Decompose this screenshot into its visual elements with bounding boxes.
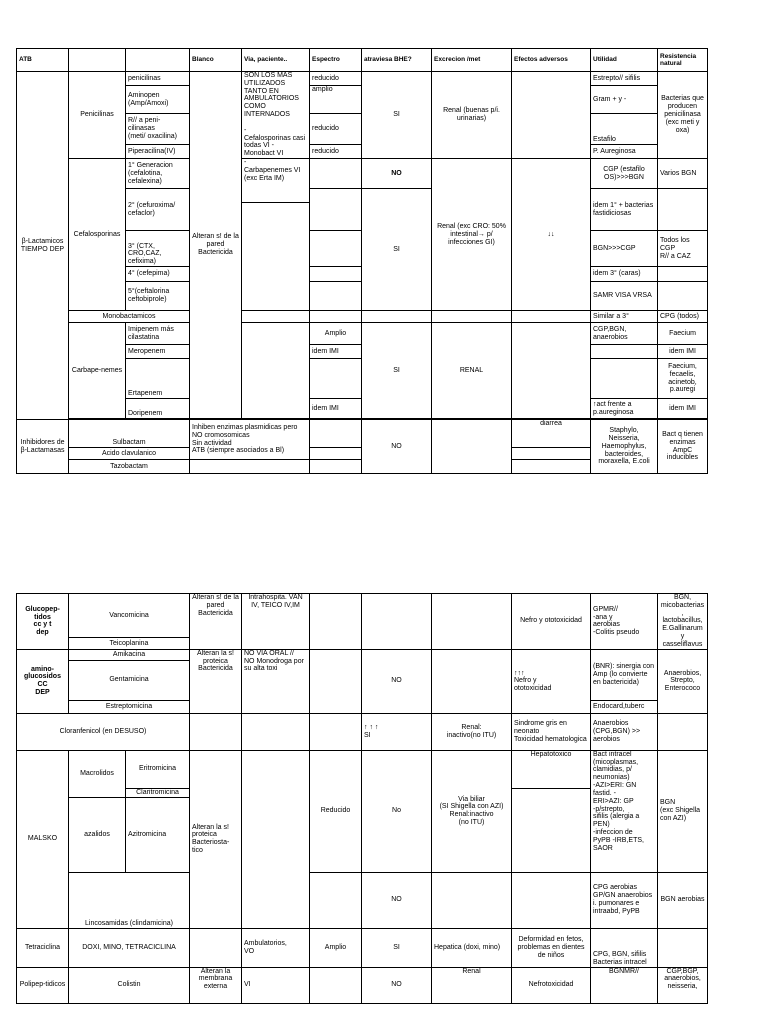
header-blank	[69, 49, 126, 72]
drug-meropenem: Meropenem	[126, 345, 190, 359]
excrecion-linco	[432, 872, 512, 928]
utilidad-amino-2: Endocard,tuberc	[591, 700, 658, 713]
resistencia-clor	[658, 713, 708, 750]
utilidad-pen-3: Estafilo	[591, 114, 658, 144]
espectro-carb-3	[310, 359, 362, 399]
utilidad-cef-4: idem 3° (caras)	[591, 267, 658, 282]
drug-cef-5g: 5°(ceftalorina ceftobiprole)	[126, 282, 190, 311]
drug-amikacina: Amikacina	[69, 649, 190, 660]
utilidad-malsko: Bact intracel (micoplasmas, clamidias, p/ neumonias) -AZI>ERI: GN fastid. - ERI>AZI: GP -p/strepto, sifilis (alergia a PEN) -infeccion de PyPB -IRB,ETS, SAOR	[591, 750, 658, 872]
drug-cef-4g: 4° (cefepima)	[126, 267, 190, 282]
excrecion-cefalosporinas: Renal (exc CRO: 50% intestinal→ p/ infecciones GI)	[432, 159, 512, 311]
espectro-tetraciclina: Amplio	[310, 928, 362, 967]
drug-cef-2g: 2° (cefuroxima/ cefaclor)	[126, 189, 190, 231]
resistencia-carb-3: Faecium, fecaelis, acinetob, p.auregi	[658, 359, 708, 399]
utilidad-cef-5: SAMR VISA VRSA	[591, 282, 658, 311]
utilidad-cef-1: CGP (estafilo OS)>>>BGN	[591, 159, 658, 189]
bhe-cef-rest: SI	[362, 189, 432, 311]
espectro-pen-4: reducido	[310, 144, 362, 158]
blanco-inh-3	[190, 460, 310, 474]
utilidad-carb-3	[591, 359, 658, 399]
drug-tazobactam: Tazobactam	[69, 460, 190, 474]
espectro-cef-2	[310, 189, 362, 231]
drug-eritromicina: Eritromicina	[126, 750, 190, 788]
bhe-malsko: No	[362, 750, 432, 872]
blanco-polipeptidicos: Alteran la membrana externa	[190, 967, 242, 1003]
efectos-inh-3	[512, 460, 591, 474]
espectro-mono	[310, 311, 362, 323]
utilidad-mono: Similar a 3°	[591, 311, 658, 323]
efectos-aminoglucosidos: ↑↑↑ Nefro y ototoxicidad	[512, 649, 591, 713]
espectro-cef-1	[310, 159, 362, 189]
drug-teicoplanina: Teicoplanina	[69, 638, 190, 650]
utilidad-pen-1: Estrepto// sifilis	[591, 72, 658, 86]
class-macrolidos: Macrolidos	[69, 750, 126, 797]
drug-penicilinas: penicilinas	[126, 72, 190, 86]
utilidad-amino-1: (BNR): sinergia con Amp (lo convierte en bactericida)	[591, 649, 658, 700]
bhe-cef-1g: NO	[362, 159, 432, 189]
group-glucopeptidos: Glucopep-tidos cc y t dep	[17, 594, 69, 650]
other-atb-table	[16, 593, 708, 1004]
espectro-linco	[310, 872, 362, 928]
via-carbapenemes: - Carbapenemes VI (exc Erta IM)	[242, 159, 310, 203]
class-monobactamicos: Monobactamicos	[69, 311, 190, 323]
via-clor	[242, 713, 310, 750]
resistencia-cef-4	[658, 267, 708, 282]
espectro-amino	[310, 649, 362, 713]
espectro-carb-2: idem IMI	[310, 345, 362, 359]
excrecion-amino	[432, 649, 512, 713]
efectos-mono	[512, 311, 591, 323]
resistencia-malsko: BGN (exc Shigella con AZI)	[658, 750, 708, 872]
excrecion-carb: RENAL	[432, 323, 512, 419]
utilidad-inh: Staphylo, Neisseria, Haemophylus, bacteroides, moraxella, E.coli	[591, 420, 658, 474]
blanco-glucopeptidos: Alteran s! de la pared Bactericida	[190, 594, 242, 650]
via-cef-blank	[242, 203, 310, 311]
group-tetraciclina: Tetraciclina	[17, 928, 69, 967]
bhe-polipeptidicos: NO	[362, 967, 432, 1003]
bhe-lincosamidas: NO	[362, 872, 432, 928]
utilidad-cef-3: BGN>>>CGP	[591, 231, 658, 267]
efectos-inh-2	[512, 448, 591, 460]
class-penicilinas: Penicilinas	[69, 72, 126, 159]
resistencia-penicilinas: Bacterias que producen penicilinasa (exc meti y oxa)	[658, 72, 708, 159]
espectro-pen-1: reducido	[310, 72, 362, 86]
blanco-tetra	[190, 928, 242, 967]
drug-imipenem: Imipenem más cilastatina	[126, 323, 190, 345]
utilidad-cef-2: idem 1° + bacterias fastidiciosas	[591, 189, 658, 231]
via-penicilinas: SON LOS MAS UTILIZADOS TANTO EN AMBULATORIOS COMO INTERNADOS - Cefalosporinas casi todas VI - Monobact VI	[242, 72, 310, 159]
drug-r-penicilinasas: R// a peni-cilinasas (meti/ oxacilina)	[126, 114, 190, 144]
espectro-inh-3	[310, 460, 362, 474]
blanco-malsko: Alteran la s! proteica Bacteriosta- tico	[190, 750, 242, 928]
resistencia-mono: CPG (todos)	[658, 311, 708, 323]
efectos-cloranfenicol: Sindrome gris en neonato Toxicidad hematologica	[512, 713, 591, 750]
drug-cloranfenicol: Cloranfenicol (en DESUSO)	[17, 713, 190, 750]
header-excrecion: Excrecion /met	[432, 49, 512, 72]
via-glucopeptidos: Intrahospita. VAN IV, TEICO IV,IM	[242, 594, 310, 650]
utilidad-polipeptidicos: BGNMR//	[591, 967, 658, 1003]
drug-estreptomicina: Estreptomicina	[69, 700, 190, 713]
excrecion-penicilinas: Renal (buenas p/i. urinarias)	[432, 72, 512, 159]
espectro-gluc	[310, 594, 362, 650]
bhe-aminoglucosidos: NO	[362, 649, 432, 713]
utilidad-cloranfenicol: Anaerobios (CPG,BGN) >> aerobios	[591, 713, 658, 750]
utilidad-pen-2: Gram + y -	[591, 86, 658, 114]
bhe-penicilinas: SI	[362, 72, 432, 159]
utilidad-tetraciclina: CPG, BGN, sifilis Bacterias intracel	[591, 928, 658, 967]
bhe-tetraciclina: SI	[362, 928, 432, 967]
drug-vancomicina: Vancomicina	[69, 594, 190, 638]
class-cefalosporinas: Cefalosporinas	[69, 159, 126, 311]
header-blanco: Blanco	[190, 49, 242, 72]
header-via: Via, paciente..	[242, 49, 310, 72]
efectos-carb	[512, 323, 591, 419]
via-malsko	[242, 750, 310, 928]
group-aminoglucosidos: amino- glucosidos CC DEP	[17, 649, 69, 713]
blanco-inhibidores: Inhiben enzimas plasmidicas pero NO cromosomicas Sin actividad ATB (siempre asociados a Bl)	[190, 420, 310, 460]
header-espectro: Espectro	[310, 49, 362, 72]
blanco-clor	[190, 713, 242, 750]
resistencia-carb-4: idem IMI	[658, 399, 708, 419]
efectos-malsko-2	[512, 788, 591, 872]
resistencia-aminoglucosidos: Anaerobios, Strepto, Enterococo	[658, 649, 708, 713]
header-bhe: atraviesa BHE?	[362, 49, 432, 72]
utilidad-lincosamidas: CPG aerobias GP/GN anaerobios i. pumonares e intraabd, PyPB	[591, 872, 658, 928]
resistencia-carb-1: Faecium	[658, 323, 708, 345]
drug-gentamicina: Gentamicina	[69, 660, 190, 700]
espectro-inh-1	[310, 420, 362, 448]
group-malsko: MALSKO	[17, 750, 69, 928]
efectos-penicilinas	[512, 72, 591, 159]
drug-cef-3g: 3° (CTX, CRO,CAZ, cefixima)	[126, 231, 190, 267]
espectro-cef-4	[310, 267, 362, 282]
drug-lincosamidas: Lincosamidas (clindamicina)	[69, 872, 190, 928]
drug-aminopen: Aminopen (Amp/Amoxi)	[126, 86, 190, 114]
header-efectos: Efectos adversos	[512, 49, 591, 72]
efectos-polipeptidicos: Nefrotoxicidad	[512, 967, 591, 1003]
espectro-carb-4: idem IMI	[310, 399, 362, 419]
drug-sulbactam: Sulbactam	[69, 420, 190, 448]
via-carb	[242, 323, 310, 419]
bhe-carb: SI	[362, 323, 432, 419]
drug-ertapenem: Ertapenem	[126, 359, 190, 399]
drug-claritromicina: Claritromicina	[126, 788, 190, 797]
efectos-inh: diarrea	[512, 420, 591, 448]
drug-cef-1g: 1° Generacion (cefalotina, cefalexina)	[126, 159, 190, 189]
resistencia-cef-5	[658, 282, 708, 311]
bhe-inh: NO	[362, 420, 432, 474]
excrecion-inh	[432, 420, 512, 474]
resistencia-cef-2	[658, 189, 708, 231]
efectos-malsko: Hepatotoxico	[512, 750, 591, 788]
efectos-glucopeptidos: Nefro y ototoxicidad	[512, 594, 591, 650]
header-atb: ATB	[17, 49, 69, 72]
espectro-pen-2: amplio	[310, 86, 362, 114]
excrecion-tetraciclina: Hepatica (doxi, mino)	[432, 928, 512, 967]
via-aminoglucosidos: NO VIA ORAL // NO Monodroga por su alta toxi	[242, 649, 310, 713]
resistencia-carb-2: idem IMI	[658, 345, 708, 359]
utilidad-carb-2	[591, 345, 658, 359]
espectro-inh-2	[310, 448, 362, 460]
excrecion-cloranfenicol: Renal: inactivo(no ITU)	[432, 713, 512, 750]
espectro-malsko: Reducido	[310, 750, 362, 872]
class-azalidos: azalidos	[69, 797, 126, 872]
efectos-tetraciclina: Deformidad en fetos, problemas en dientes de niños	[512, 928, 591, 967]
bhe-mono	[362, 311, 432, 323]
bhe-gluc	[362, 594, 432, 650]
espectro-poli	[310, 967, 362, 1003]
espectro-carb-1: Amplio	[310, 323, 362, 345]
via-tetraciclina: Ambulatorios, VO	[242, 928, 310, 967]
blanco-aminoglucosidos: Alteran la s! proteica Bactericida	[190, 649, 242, 713]
excrecion-mono	[432, 311, 512, 323]
espectro-cef-3	[310, 231, 362, 267]
drug-clavulanico: Acido clavulanico	[69, 448, 190, 460]
drug-azitromicina: Azitromicina	[126, 797, 190, 872]
class-carbapenemes: Carbape-nemes	[69, 323, 126, 419]
via-mono	[242, 311, 310, 323]
excrecion-gluc	[432, 594, 512, 650]
header-blank-2	[126, 49, 190, 72]
header-row	[17, 49, 708, 72]
resistencia-inh: Bact q tienen enzimas AmpC inducibles	[658, 420, 708, 474]
via-polipeptidicos: VI	[242, 967, 310, 1003]
resistencia-lincosamidas: BGN aerobias	[658, 872, 708, 928]
excrecion-malsko: Via biliar (SI Shigella con AZI) Renal:inactivo (no ITU)	[432, 750, 512, 872]
drug-colistin: Colistin	[69, 967, 190, 1003]
espectro-pen-3: reducido	[310, 114, 362, 144]
efectos-linco	[512, 872, 591, 928]
drug-doripenem: Doripenem	[126, 399, 190, 419]
utilidad-carb-1: CGP,BGN, anaerobios	[591, 323, 658, 345]
espectro-cef-5	[310, 282, 362, 311]
group-beta-lactamicos: β-Lactamicos TIEMPO DEP	[17, 72, 69, 420]
utilidad-glucopeptidos: GPMR// -ana y aerobias -Colitis pseudo	[591, 594, 658, 650]
resistencia-glucopeptidos: BGN, micobacterias, lactobacillus, E.Gallinarum y casseliflavus	[658, 594, 708, 650]
resistencia-tetra	[658, 928, 708, 967]
espectro-clor	[310, 713, 362, 750]
utilidad-carb-4: ↑act frente a p.aureginosa	[591, 399, 658, 419]
drug-tetraciclinas: DOXI, MINO, TETRACICLINA	[69, 928, 190, 967]
blanco-beta-lactam: Alteran s! de la pared Bactericida	[190, 72, 242, 419]
beta-lactam-table	[16, 48, 708, 474]
drug-piperacilina: Piperacilina(IV)	[126, 144, 190, 158]
efectos-cefalosporinas: ↓↓	[512, 159, 591, 311]
header-resistencia: Resistencia natural	[658, 49, 708, 72]
group-polipeptidicos: Polipep-tidicos	[17, 967, 69, 1003]
group-inhibidores: Inhibidores de β-Lactamasas	[17, 420, 69, 474]
resistencia-cef-3: Todos los CGP R// a CAZ	[658, 231, 708, 267]
excrecion-polipeptidicos: Renal	[432, 967, 512, 1003]
bhe-cloranfenicol: ↑ ↑ ↑ SI	[362, 713, 432, 750]
header-utilidad: Utilidad	[591, 49, 658, 72]
resistencia-cef-1: Varios BGN	[658, 159, 708, 189]
resistencia-polipeptidicos: CGP,BGP, anaerobios, neisseria,	[658, 967, 708, 1003]
utilidad-pen-4: P. Aureginosa	[591, 144, 658, 158]
